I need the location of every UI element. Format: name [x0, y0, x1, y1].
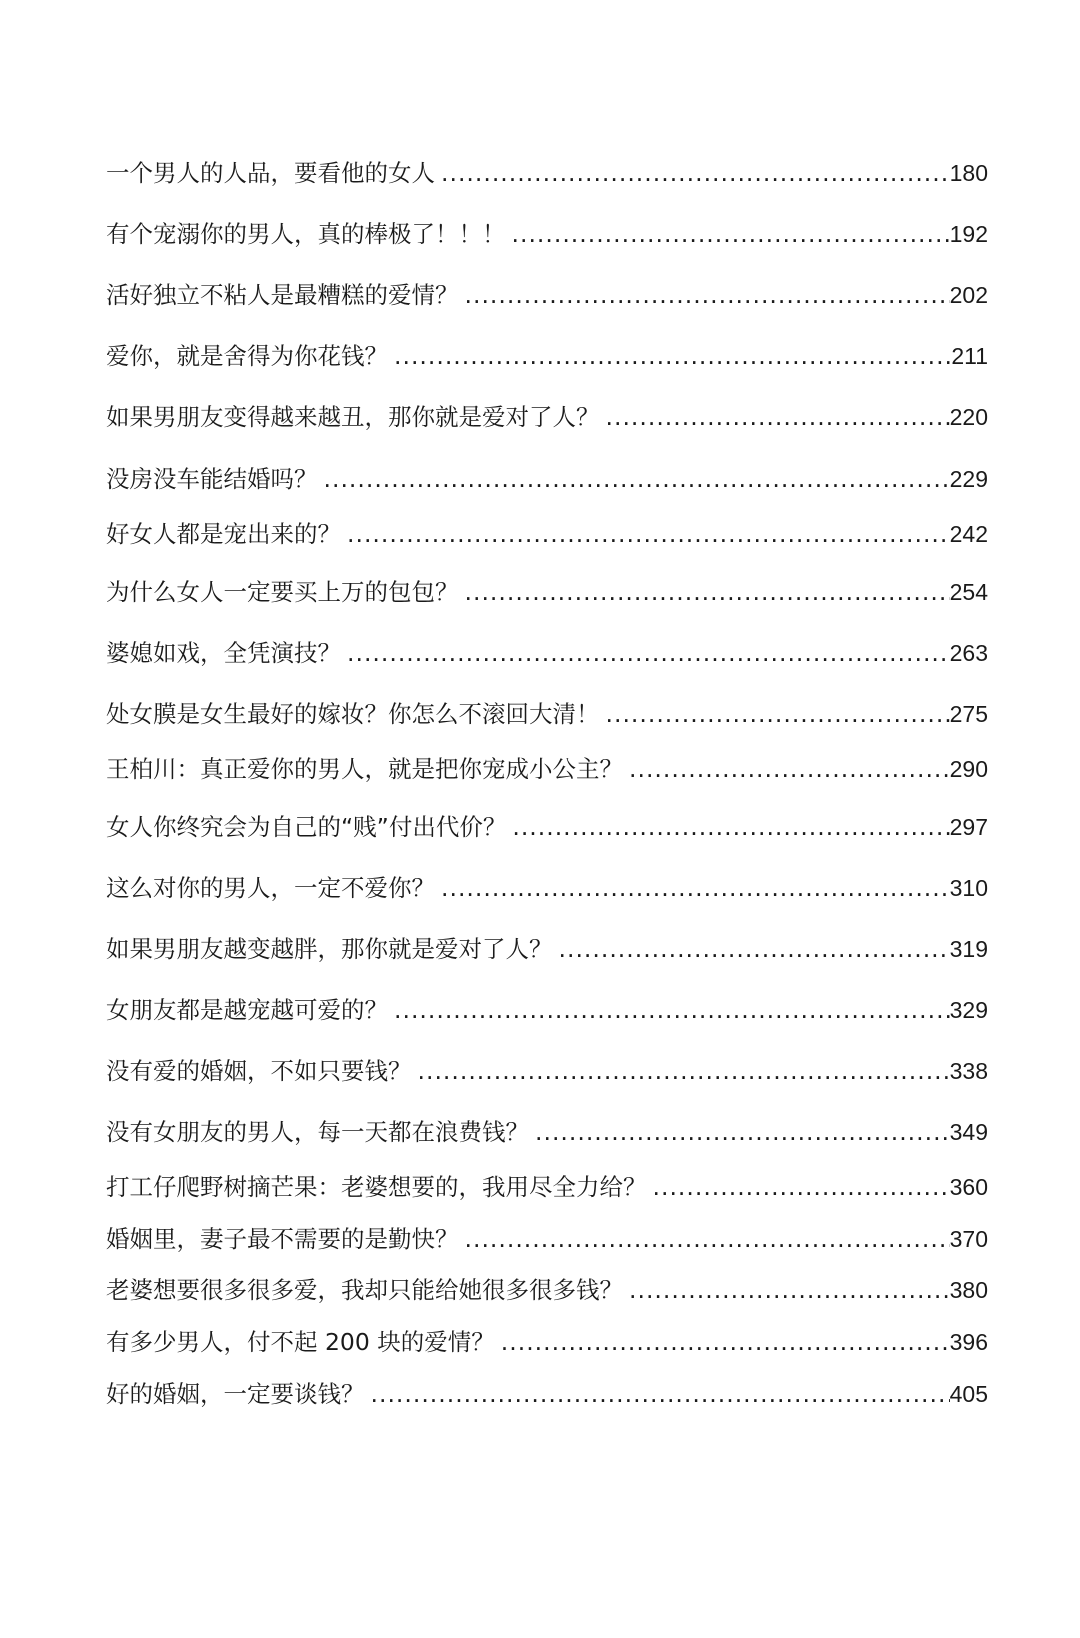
toc-entry-page: 202	[949, 282, 988, 308]
toc-entry[interactable]	[106, 574, 988, 610]
toc-entry-title: 打工仔爬野树摘芒果：老婆想要的，我用尽全力给？	[106, 1173, 647, 1201]
toc-entry[interactable]	[106, 1221, 988, 1257]
toc-entry-title: 这么对你的男人，一定不爱你？	[106, 874, 435, 902]
toc-entry-title: 女朋友都是越宠越可爱的？	[106, 996, 388, 1024]
toc-dot-leader	[512, 809, 949, 845]
toc-entry-page: 254	[949, 579, 988, 605]
toc-entry[interactable]	[106, 399, 988, 435]
toc-dot-leader	[606, 399, 950, 435]
toc-entry[interactable]	[106, 1324, 988, 1360]
toc-entry[interactable]	[106, 1272, 988, 1308]
toc-entry-title: 如果男朋友越变越胖，那你就是爱对了人？	[106, 935, 553, 963]
toc-entry-title: 爱你，就是舍得为你花钱？	[106, 342, 388, 370]
toc-entry[interactable]	[106, 1114, 988, 1150]
toc-entry-title: 为什么女人一定要买上万的包包？	[106, 578, 459, 606]
toc-entry-page: 297	[949, 814, 988, 840]
toc-dot-leader	[629, 751, 950, 787]
toc-entry-title: 婆媳如戏，全凭演技？	[106, 639, 341, 667]
toc-entry[interactable]	[106, 992, 988, 1028]
toc-entry-page: 290	[949, 756, 988, 782]
toc-entry-page: 380	[949, 1277, 988, 1303]
toc-dot-leader	[371, 1376, 950, 1412]
toc-entry-page: 360	[949, 1174, 988, 1200]
toc-dot-leader	[465, 277, 950, 313]
toc-dot-leader	[465, 1221, 950, 1257]
toc-entry-title: 王柏川：真正爱你的男人，就是把你宠成小公主？	[106, 755, 623, 783]
toc-entry-page: 310	[949, 875, 988, 901]
toc-entry-page: 329	[949, 997, 988, 1023]
toc-entry-page: 180	[949, 160, 988, 186]
toc-entry-title: 女人你终究会为自己的“贱”付出代价？	[106, 813, 507, 841]
toc-entry[interactable]	[106, 461, 988, 497]
toc-dot-leader	[559, 931, 950, 967]
toc-entry[interactable]	[106, 635, 988, 671]
toc-entry-page: 192	[949, 221, 988, 247]
toc-entry-page: 349	[949, 1119, 988, 1145]
toc-dot-leader	[347, 635, 950, 671]
toc-entry[interactable]	[106, 870, 988, 906]
toc-dot-leader	[653, 1169, 950, 1205]
toc-entry-page: 338	[949, 1058, 988, 1084]
toc-entry-title: 处女膜是女生最好的嫁妆？你怎么不滚回大清！	[106, 700, 600, 728]
toc-dot-leader	[394, 338, 951, 374]
toc-entry-title: 有多少男人，付不起 200 块的爱情？	[106, 1328, 495, 1356]
toc-entry[interactable]	[106, 277, 988, 313]
toc-entry-page: 229	[949, 466, 988, 492]
toc-entry[interactable]	[106, 516, 988, 552]
toc-entry-title: 活好独立不粘人是最糟糕的爱情？	[106, 281, 459, 309]
toc-dot-leader	[629, 1272, 950, 1308]
toc-entry[interactable]	[106, 155, 988, 191]
toc-entry[interactable]	[106, 1376, 988, 1412]
toc-entry[interactable]	[106, 1053, 988, 1089]
toc-entry-title: 好女人都是宠出来的？	[106, 520, 341, 548]
toc-dot-leader	[418, 1053, 950, 1089]
toc-entry[interactable]	[106, 751, 988, 787]
toc-entry-page: 275	[949, 701, 988, 727]
toc-entry[interactable]	[106, 931, 988, 967]
toc-entry-page: 242	[949, 521, 988, 547]
toc-dot-leader	[324, 461, 950, 497]
toc-dot-leader	[441, 870, 950, 906]
toc-entry-title: 没有女朋友的男人，每一天都在浪费钱？	[106, 1118, 529, 1146]
toc-entry-title: 婚姻里，妻子最不需要的是勤快？	[106, 1225, 459, 1253]
toc-entry-title: 没房没车能结婚吗？	[106, 465, 318, 493]
toc-dot-leader	[501, 1324, 950, 1360]
toc-dot-leader	[512, 216, 950, 252]
toc-dot-leader	[535, 1114, 950, 1150]
toc-entry-page: 211	[951, 343, 988, 369]
toc-entry-title: 老婆想要很多很多爱，我却只能给她很多很多钱？	[106, 1276, 623, 1304]
toc-entry[interactable]	[106, 809, 988, 845]
toc-entry-page: 405	[949, 1381, 988, 1407]
toc-entry[interactable]	[106, 338, 988, 374]
toc-dot-leader	[441, 155, 950, 191]
toc-entry-title: 一个男人的人品，要看他的女人	[106, 159, 435, 187]
toc-entry-page: 263	[949, 640, 988, 666]
toc-entry-page: 220	[949, 404, 988, 430]
toc-entry-title: 有个宠溺你的男人，真的棒极了！！！	[106, 220, 506, 248]
toc-dot-leader	[394, 992, 950, 1028]
toc-entry-title: 如果男朋友变得越来越丑，那你就是爱对了人？	[106, 403, 600, 431]
toc-entry-title: 没有爱的婚姻，不如只要钱？	[106, 1057, 412, 1085]
toc-dot-leader	[465, 574, 950, 610]
toc-dot-leader	[606, 696, 950, 732]
toc-entry-page: 370	[949, 1226, 988, 1252]
toc-entry[interactable]	[106, 1169, 988, 1205]
toc-dot-leader	[347, 516, 950, 552]
table-of-contents	[106, 155, 988, 1412]
toc-entry-page: 319	[949, 936, 988, 962]
toc-entry-page: 396	[949, 1329, 988, 1355]
toc-entry-title: 好的婚姻，一定要谈钱？	[106, 1380, 365, 1408]
toc-entry[interactable]	[106, 696, 988, 732]
toc-entry[interactable]	[106, 216, 988, 252]
